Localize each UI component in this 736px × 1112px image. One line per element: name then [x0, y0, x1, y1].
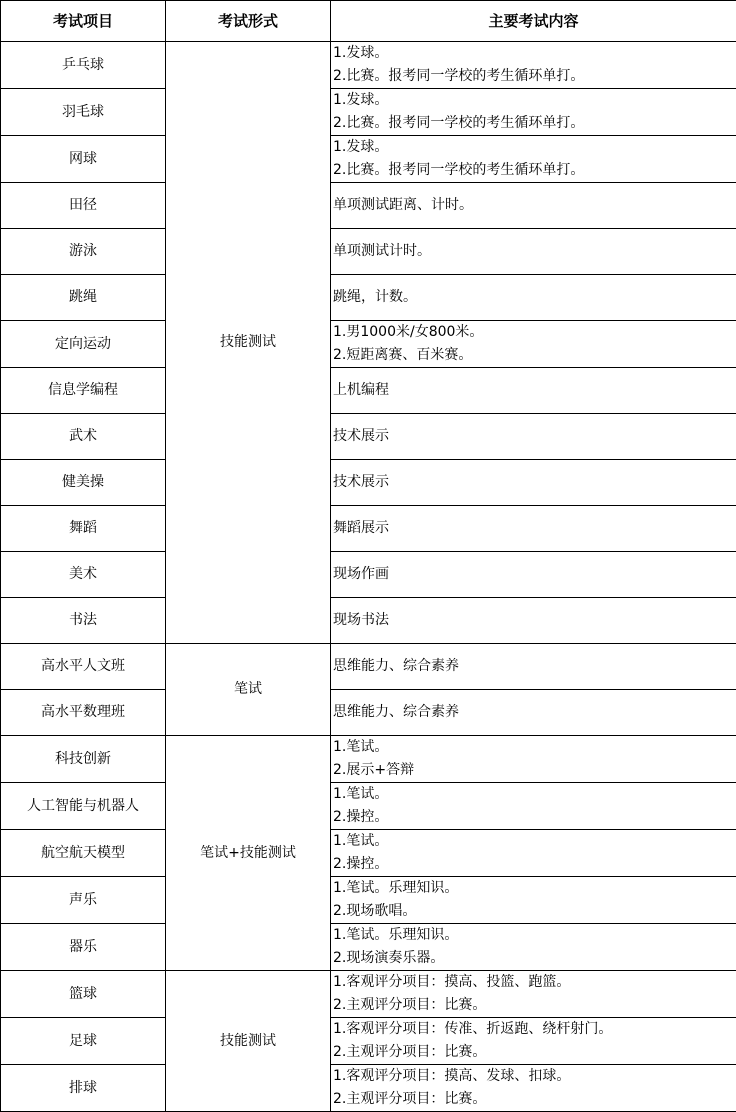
exam-item-cell: 人工智能与机器人	[1, 783, 166, 830]
table-row	[1, 229, 736, 275]
exam-item-cell: 跳绳	[1, 275, 166, 321]
exam-content-cell	[331, 89, 736, 136]
exam-content-line: 1.笔试。乐理知识。	[333, 877, 736, 900]
exam-content-cell	[331, 460, 736, 506]
exam-content-line: 1.笔试。	[333, 783, 736, 806]
exam-content-line: 1.笔试。	[333, 830, 736, 853]
exam-content-line: 1.发球。	[333, 136, 736, 159]
exam-item-cell: 高水平人文班	[1, 644, 166, 690]
exam-item-cell: 科技创新	[1, 736, 166, 783]
table-row	[1, 321, 736, 368]
exam-content-line: 1.男1000米/女800米。	[333, 321, 736, 344]
exam-content-line: 2.主观评分项目：比赛。	[333, 1088, 736, 1111]
table-row	[1, 275, 736, 321]
exam-content-line: 2.比赛。报考同一学校的考生循环单打。	[333, 159, 736, 182]
exam-content-cell	[331, 229, 736, 275]
exam-content-line: 跳绳，计数。	[333, 286, 736, 309]
exam-content-line: 单项测试距离、计时。	[333, 194, 736, 217]
table-row	[1, 830, 736, 877]
exam-content-line: 思维能力、综合素养	[333, 655, 736, 678]
exam-item-cell: 网球	[1, 136, 166, 183]
exam-content-line: 1.客观评分项目：摸高、投篮、跑篮。	[333, 971, 736, 994]
table-row	[1, 460, 736, 506]
exam-content-line: 舞蹈展示	[333, 517, 736, 540]
exam-content-cell	[331, 924, 736, 971]
exam-item-cell: 武术	[1, 414, 166, 460]
header-row	[1, 1, 736, 42]
table-row	[1, 783, 736, 830]
table-row	[1, 598, 736, 644]
table-row	[1, 644, 736, 690]
exam-content-cell	[331, 275, 736, 321]
exam-content-line: 现场作画	[333, 563, 736, 586]
exam-content-line: 1.笔试。乐理知识。	[333, 924, 736, 947]
exam-item-cell: 书法	[1, 598, 166, 644]
exam-item-cell: 羽毛球	[1, 89, 166, 136]
exam-form-cell: 技能测试	[166, 971, 331, 1112]
exam-item-cell: 篮球	[1, 971, 166, 1018]
exam-content-cell	[331, 368, 736, 414]
exam-content-line: 1.客观评分项目：传准、折返跑、绕杆射门。	[333, 1018, 736, 1041]
exam-content-cell	[331, 42, 736, 89]
table-row	[1, 368, 736, 414]
exam-content-cell	[331, 414, 736, 460]
exam-content-cell	[331, 183, 736, 229]
exam-content-line: 技术展示	[333, 471, 736, 494]
exam-item-cell: 定向运动	[1, 321, 166, 368]
exam-content-cell	[331, 506, 736, 552]
exam-content-line: 单项测试计时。	[333, 240, 736, 263]
exam-content-line: 2.比赛。报考同一学校的考生循环单打。	[333, 65, 736, 88]
exam-content-cell	[331, 1065, 736, 1112]
header-exam-content: 主要考试内容	[331, 1, 736, 42]
exam-item-cell: 航空航天模型	[1, 830, 166, 877]
exam-content-line: 2.展示+答辩	[333, 759, 736, 782]
exam-content-line: 1.客观评分项目：摸高、发球、扣球。	[333, 1065, 736, 1088]
exam-content-cell	[331, 690, 736, 736]
exam-content-cell	[331, 783, 736, 830]
exam-content-cell	[331, 321, 736, 368]
table-row	[1, 971, 736, 1018]
exam-item-cell: 高水平数理班	[1, 690, 166, 736]
exam-item-cell: 游泳	[1, 229, 166, 275]
exam-item-cell: 舞蹈	[1, 506, 166, 552]
exam-item-cell: 声乐	[1, 877, 166, 924]
exam-content-line: 2.现场演奏乐器。	[333, 947, 736, 970]
exam-item-cell: 信息学编程	[1, 368, 166, 414]
exam-item-cell: 足球	[1, 1018, 166, 1065]
exam-content-line: 思维能力、综合素养	[333, 701, 736, 724]
exam-content-cell	[331, 598, 736, 644]
exam-content-cell	[331, 136, 736, 183]
exam-content-line: 1.发球。	[333, 89, 736, 112]
table-row	[1, 136, 736, 183]
table-body	[1, 42, 736, 1112]
header-exam-form: 考试形式	[166, 1, 331, 42]
exam-content-cell	[331, 644, 736, 690]
exam-content-line: 2.主观评分项目：比赛。	[333, 1041, 736, 1064]
exam-content-cell	[331, 552, 736, 598]
table-row	[1, 183, 736, 229]
exam-content-cell	[331, 830, 736, 877]
exam-item-cell: 乒乓球	[1, 42, 166, 89]
exam-item-cell: 田径	[1, 183, 166, 229]
exam-content-cell	[331, 877, 736, 924]
exam-form-cell: 笔试	[166, 644, 331, 736]
exam-content-line: 现场书法	[333, 609, 736, 632]
exam-content-line: 2.比赛。报考同一学校的考生循环单打。	[333, 112, 736, 135]
exam-content-line: 1.笔试。	[333, 736, 736, 759]
exam-content-cell	[331, 1018, 736, 1065]
table-row	[1, 89, 736, 136]
exam-item-cell: 排球	[1, 1065, 166, 1112]
table-row	[1, 1065, 736, 1112]
exam-content-line: 2.短距离赛、百米赛。	[333, 344, 736, 367]
exam-content-line: 2.现场歌唱。	[333, 900, 736, 923]
exam-form-cell: 技能测试	[166, 42, 331, 644]
table-row	[1, 924, 736, 971]
exam-content-cell	[331, 971, 736, 1018]
exam-content-line: 上机编程	[333, 379, 736, 402]
table-row	[1, 690, 736, 736]
header-exam-item: 考试项目	[1, 1, 166, 42]
exam-content-line: 技术展示	[333, 425, 736, 448]
exam-content-cell	[331, 736, 736, 783]
table-row	[1, 1018, 736, 1065]
exam-item-cell: 健美操	[1, 460, 166, 506]
exam-form-cell: 笔试+技能测试	[166, 736, 331, 971]
exam-content-line: 2.主观评分项目：比赛。	[333, 994, 736, 1017]
table-row	[1, 877, 736, 924]
exam-item-cell: 美术	[1, 552, 166, 598]
exam-content-line: 2.操控。	[333, 806, 736, 829]
exam-content-line: 1.发球。	[333, 42, 736, 65]
table-row	[1, 42, 736, 89]
table-row	[1, 552, 736, 598]
exam-content-line: 2.操控。	[333, 853, 736, 876]
table-row	[1, 414, 736, 460]
table-row	[1, 736, 736, 783]
table-row	[1, 506, 736, 552]
exam-item-cell: 器乐	[1, 924, 166, 971]
